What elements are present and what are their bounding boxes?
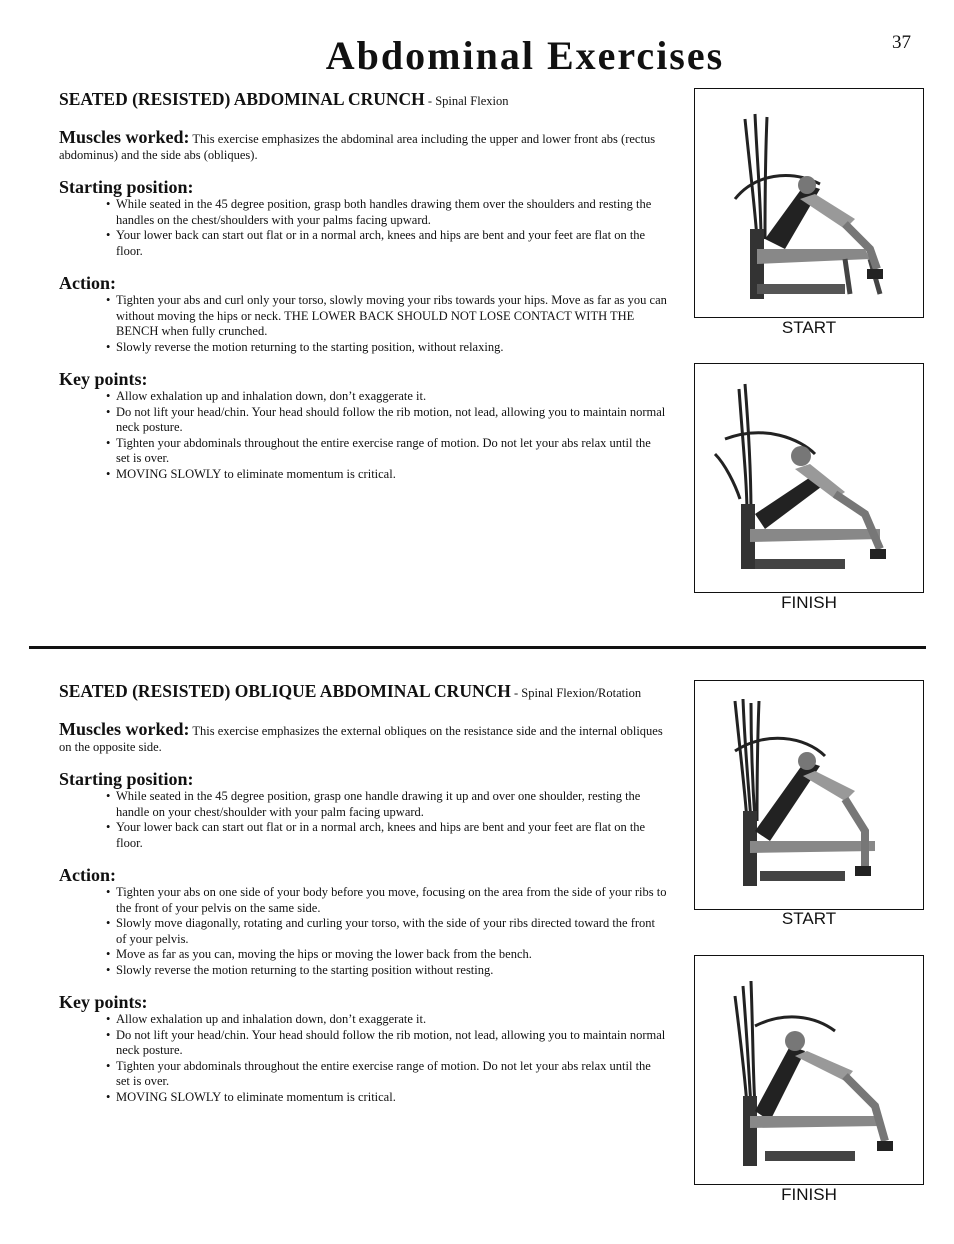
list-item bbox=[106, 340, 667, 356]
list-item bbox=[106, 436, 667, 467]
list-item-text: While seated in the 45 degree position, grasp both handles drawing them over the shoulders and resting the handles on the chest/shoulders with your palms facing upward. bbox=[116, 197, 652, 227]
bullet: • bbox=[106, 435, 111, 450]
list-item-text: Allow exhalation up and inhalation down, don’t exaggerate it. bbox=[116, 1012, 427, 1026]
exercise-name: SEATED (RESISTED) OBLIQUE ABDOMINAL CRUNCH bbox=[59, 681, 511, 701]
list-item-text: Do not lift your head/chin. Your head should follow the rib motion, not lead, allowing you to maintain normal neck posture. bbox=[116, 1027, 666, 1057]
exercise-subtitle: - Spinal Flexion/Rotation bbox=[510, 686, 642, 700]
bullet: • bbox=[106, 404, 111, 419]
starting-label: Starting position: bbox=[59, 769, 194, 789]
list-item-text: MOVING SLOWLY to eliminate momentum is critical. bbox=[116, 1089, 396, 1104]
muscles-label: Muscles worked: bbox=[59, 127, 190, 147]
starting-position bbox=[59, 177, 667, 259]
list-item bbox=[106, 963, 667, 979]
list-item bbox=[106, 1028, 667, 1059]
bullet: • bbox=[106, 197, 111, 211]
bullet: • bbox=[106, 228, 111, 242]
starting-label: Starting position: bbox=[59, 177, 194, 197]
action bbox=[59, 273, 667, 355]
list-item-text: Allow exhalation up and inhalation down, don’t exaggerate it. bbox=[116, 389, 427, 403]
finish-caption: FINISH bbox=[781, 593, 837, 612]
start-photo bbox=[694, 88, 924, 318]
starting-position bbox=[59, 769, 667, 851]
bullet: • bbox=[106, 1089, 111, 1104]
bullet: • bbox=[106, 389, 111, 403]
bullet: • bbox=[106, 962, 111, 977]
list-item-text: Your lower back can start out flat or in a normal arch, knees and hips are bent and your feet are flat on the floor. bbox=[116, 820, 646, 850]
exercise-machine-illustration bbox=[695, 681, 923, 909]
starting-list bbox=[59, 789, 667, 851]
bullet: • bbox=[106, 1012, 111, 1026]
start-photo bbox=[694, 680, 924, 910]
list-item bbox=[106, 467, 667, 483]
exercise-name: SEATED (RESISTED) ABDOMINAL CRUNCH bbox=[59, 89, 425, 109]
key-list bbox=[59, 1012, 667, 1105]
action bbox=[59, 865, 667, 978]
section-abdominal-crunch bbox=[59, 90, 667, 482]
list-item-text: Tighten your abdominals throughout the entire exercise range of motion. Do not let your abs relax until the set is over. bbox=[116, 1058, 651, 1088]
list-item bbox=[106, 389, 667, 405]
exercise-machine-illustration bbox=[695, 364, 923, 592]
bullet: • bbox=[106, 916, 111, 930]
section-title bbox=[59, 90, 667, 110]
bullet: • bbox=[106, 466, 111, 481]
exercise-machine-illustration bbox=[695, 89, 923, 317]
list-item bbox=[106, 885, 667, 916]
start-caption: START bbox=[781, 909, 837, 928]
list-item-text: Tighten your abs on one side of your body before you move, focusing on the area from the side of your ribs to the front of your pelvis on the same side. bbox=[116, 885, 667, 915]
bullet: • bbox=[106, 947, 111, 961]
list-item-text: Move as far as you can, moving the hips or moving the lower back from the bench. bbox=[116, 947, 532, 961]
muscles-text: This exercise emphasizes the external obliques on the resistance side and the internal obliques on the opposite side. bbox=[59, 724, 663, 754]
muscles-label: Muscles worked: bbox=[59, 719, 190, 739]
key-points bbox=[59, 992, 667, 1105]
list-item-text: Do not lift your head/chin. Your head should follow the rib motion, not lead, allowing you to maintain normal neck posture. bbox=[116, 404, 666, 434]
muscles-worked bbox=[59, 127, 667, 163]
list-item bbox=[106, 916, 667, 947]
list-item-text: MOVING SLOWLY to eliminate momentum is critical. bbox=[116, 466, 396, 481]
finish-photo bbox=[694, 363, 924, 593]
key-list bbox=[59, 389, 667, 482]
action-list bbox=[59, 293, 667, 355]
list-item-text: Slowly move diagonally, rotating and curling your torso, with the side of your ribs directed toward the front of your pelvis. bbox=[116, 916, 656, 946]
list-item bbox=[106, 1012, 667, 1028]
key-label: Key points: bbox=[59, 992, 148, 1012]
section-title bbox=[59, 682, 667, 702]
page-title: Abdominal Exercises bbox=[325, 33, 725, 78]
bullet: • bbox=[106, 820, 111, 834]
page-number: 37 bbox=[892, 32, 911, 53]
bullet: • bbox=[106, 1027, 111, 1042]
action-label: Action: bbox=[59, 273, 116, 293]
bullet: • bbox=[106, 339, 111, 354]
starting-list bbox=[59, 197, 667, 259]
list-item bbox=[106, 293, 667, 340]
list-item-text: Tighten your abdominals throughout the entire exercise range of motion. Do not let your abs relax until the set is over. bbox=[116, 435, 651, 465]
list-item-text: Slowly reverse the motion returning to the starting position, without relaxing. bbox=[116, 339, 504, 354]
list-item-text: Tighten your abs and curl only your torso, slowly moving your ribs towards your hips. Move as far as you can without moving the hips or neck. THE LOWER BACK SHOULD NOT LOSE CONTACT WITH THE BENCH when fully crunched. bbox=[116, 293, 667, 338]
exercise-subtitle: - Spinal Flexion bbox=[424, 94, 509, 108]
key-label: Key points: bbox=[59, 369, 148, 389]
start-caption: START bbox=[781, 318, 837, 337]
list-item-text: Slowly reverse the motion returning to the starting position without resting. bbox=[116, 962, 494, 977]
list-item bbox=[106, 197, 667, 228]
muscles-text: This exercise emphasizes the abdominal area including the upper and lower front abs (rectus abdominus) and the side abs (obliques). bbox=[59, 132, 656, 162]
list-item bbox=[106, 820, 667, 851]
finish-caption: FINISH bbox=[781, 1185, 837, 1204]
section-oblique-crunch bbox=[59, 682, 667, 1105]
action-list bbox=[59, 885, 667, 978]
list-item bbox=[106, 1090, 667, 1106]
bullet: • bbox=[106, 1058, 111, 1073]
action-label: Action: bbox=[59, 865, 116, 885]
section-divider bbox=[29, 646, 926, 649]
list-item bbox=[106, 1059, 667, 1090]
key-points bbox=[59, 369, 667, 482]
finish-photo bbox=[694, 955, 924, 1185]
list-item bbox=[106, 405, 667, 436]
bullet: • bbox=[106, 789, 111, 803]
list-item bbox=[106, 789, 667, 820]
list-item-text: While seated in the 45 degree position, grasp one handle drawing it up and over one shoulder, resting the handle on your chest/shoulder with your palm facing upward. bbox=[116, 789, 641, 819]
list-item bbox=[106, 947, 667, 963]
list-item bbox=[106, 228, 667, 259]
bullet: • bbox=[106, 293, 111, 307]
bullet: • bbox=[106, 885, 111, 899]
muscles-worked bbox=[59, 719, 667, 755]
list-item-text: Your lower back can start out flat or in a normal arch, knees and hips are bent and your feet are flat on the floor. bbox=[116, 228, 646, 258]
exercise-machine-illustration bbox=[695, 956, 923, 1184]
